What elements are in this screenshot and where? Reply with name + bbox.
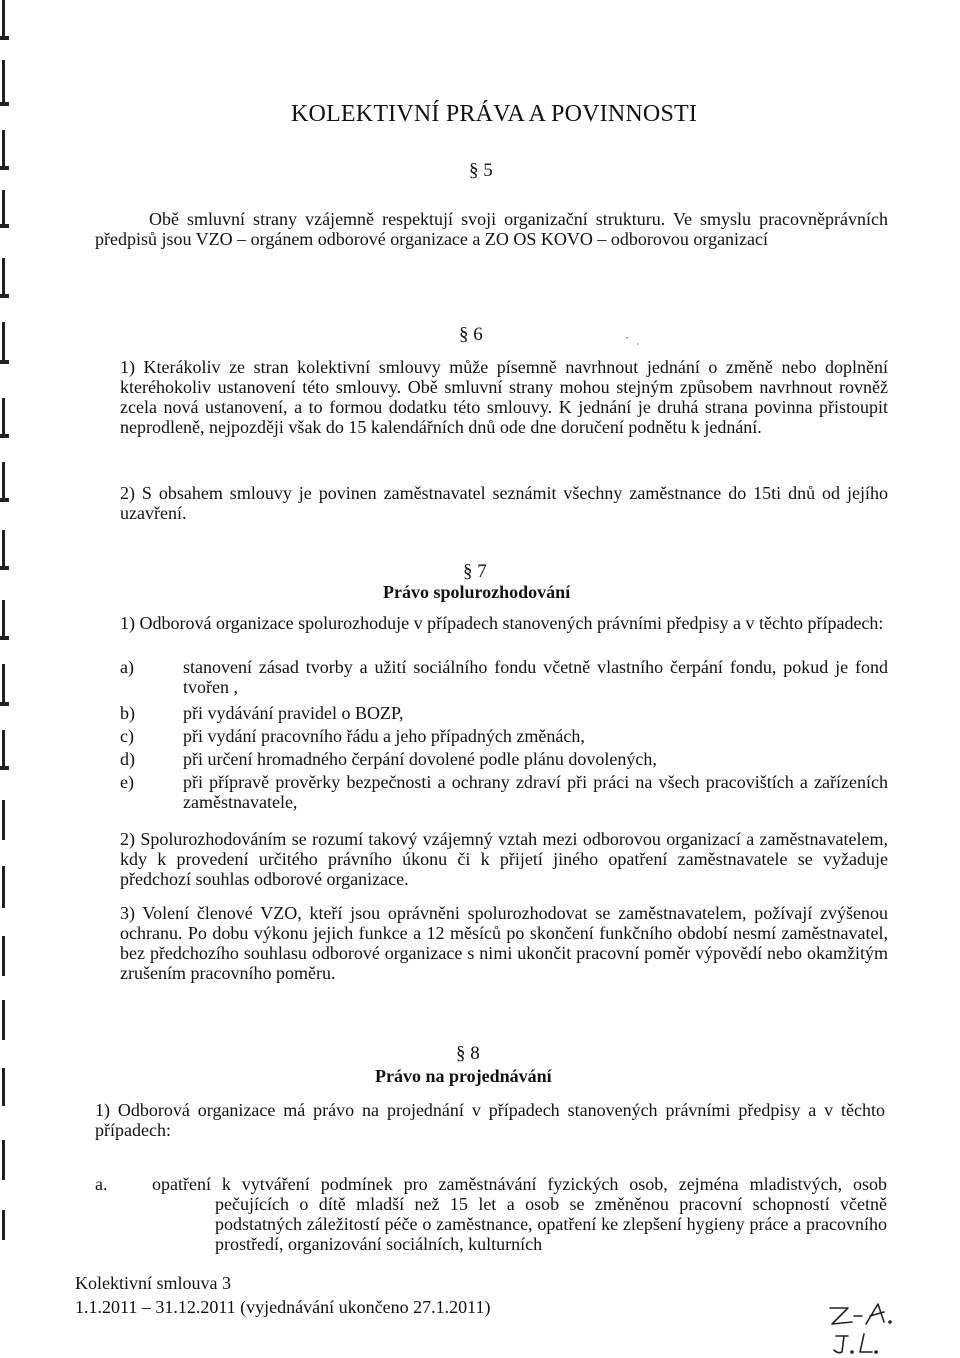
footer-validity-period: 1.1.2011 – 31.12.2011 (vyjednávání ukončeno 27.1.2011): [75, 1297, 491, 1317]
section-5-number: § 5: [469, 160, 493, 181]
scan-speck: · ˌ: [625, 330, 641, 345]
list-item-label: a.: [95, 1174, 108, 1194]
list-item-text: při vydání pracovního řádu a jeho případných změnách,: [183, 726, 585, 746]
list-item-text: při určení hromadného čerpání dovolené podle plánu dovolených,: [183, 749, 657, 769]
list-item-label: c): [120, 726, 134, 746]
section-8-heading: Právo na projednávání: [375, 1066, 552, 1086]
handwritten-initials: [822, 1300, 932, 1356]
section-7-paragraph-3: 3) Volení členové VZO, kteří jsou oprávněni spolurozhodovat se zaměstnavatelem, požívají zvýšenou ochranu. Po dobu výkonu jejich funkce a 12 měsíců po skončení funkčního období nesmí zaměstnavatel, bez předchozího souhlasu odborové organizace s nimi ukončit pracovní poměr výpovědí nebo okamžitým zrušením pracovního poměru.: [120, 903, 888, 983]
list-item-text: při vydávání pravidel o BOZP,: [183, 703, 404, 723]
list-item-text: opatření k vytváření podmínek pro zaměstnávání fyzických osob, zejména mladistvých, osob pečujících o dítě mladší než 15 let a osob se změněnou pracovní schopností včetně podstatných záležitostí péče o zaměstnance, opatření ke zlepšení hygieny práce a pracovního prostředí, organizování sociálních, kulturních: [152, 1174, 887, 1254]
section-6-paragraph-1: 1) Kterákoliv ze stran kolektivní smlouvy může písemně navrhnout jednání o změně nebo doplnění kteréhokoliv ustanovení této smlouvy. Obě smluvní strany mohou stejným způsobem navrhnout rovněž zcela nová ustanovení, a to formou dodatku této smlouvy. K jednání je druhá strana povinna přistoupit neprodleně, nejpozději však do 15 kalendářních dnů ode dne doručení podnětu k jednání.: [120, 357, 888, 437]
section-5-text: Obě smluvní strany vzájemně respektují svoji organizační strukturu. Ve smyslu pracovněprávních předpisů jsou VZO – orgánem odborové organizace a ZO OS KOVO – odborovou organizací: [95, 209, 888, 249]
section-7-paragraph-1: 1) Odborová organizace spolurozhoduje v případech stanovených právními předpisy a v těchto případech:: [120, 613, 884, 633]
section-7-heading: Právo spolurozhodování: [383, 582, 571, 602]
list-item-label: a): [120, 657, 134, 677]
section-6-paragraph-2: 2) S obsahem smlouvy je povinen zaměstnavatel seznámit všechny zaměstnance do 15ti dnů od jejího uzavření.: [120, 483, 888, 523]
section-8-number: § 8: [456, 1043, 480, 1064]
list-item-label: b): [120, 703, 135, 723]
list-item-label: e): [120, 772, 134, 792]
list-item-label: d): [120, 749, 135, 769]
document-title: KOLEKTIVNÍ PRÁVA A POVINNOSTI: [291, 101, 698, 127]
section-7-number: § 7: [463, 561, 487, 582]
section-7-paragraph-2: 2) Spolurozhodováním se rozumí takový vzájemný vztah mezi odborovou organizací a zaměstnavatelem, kdy k provedení určitého právního úkonu či k přijetí jiného opatření zaměstnavatele se vyžaduje předchozí souhlas odborové organizace.: [120, 829, 888, 889]
binding-edge-marks: [0, 0, 14, 1358]
list-item-text: při přípravě prověrky bezpečnosti a ochrany zdraví při práci na všech pracovištích a zařízeních zaměstnavatele,: [183, 772, 888, 812]
footer-document-name: Kolektivní smlouva 3: [75, 1273, 231, 1293]
section-8-paragraph-1: 1) Odborová organizace má právo na projednání v případech stanovených právními předpisy a v těchto případech:: [95, 1100, 885, 1140]
list-item-text: stanovení zásad tvorby a užití sociálního fondu včetně vlastního čerpání fondu, pokud je fond tvořen ,: [183, 657, 888, 697]
section-6-number: § 6: [459, 324, 483, 345]
